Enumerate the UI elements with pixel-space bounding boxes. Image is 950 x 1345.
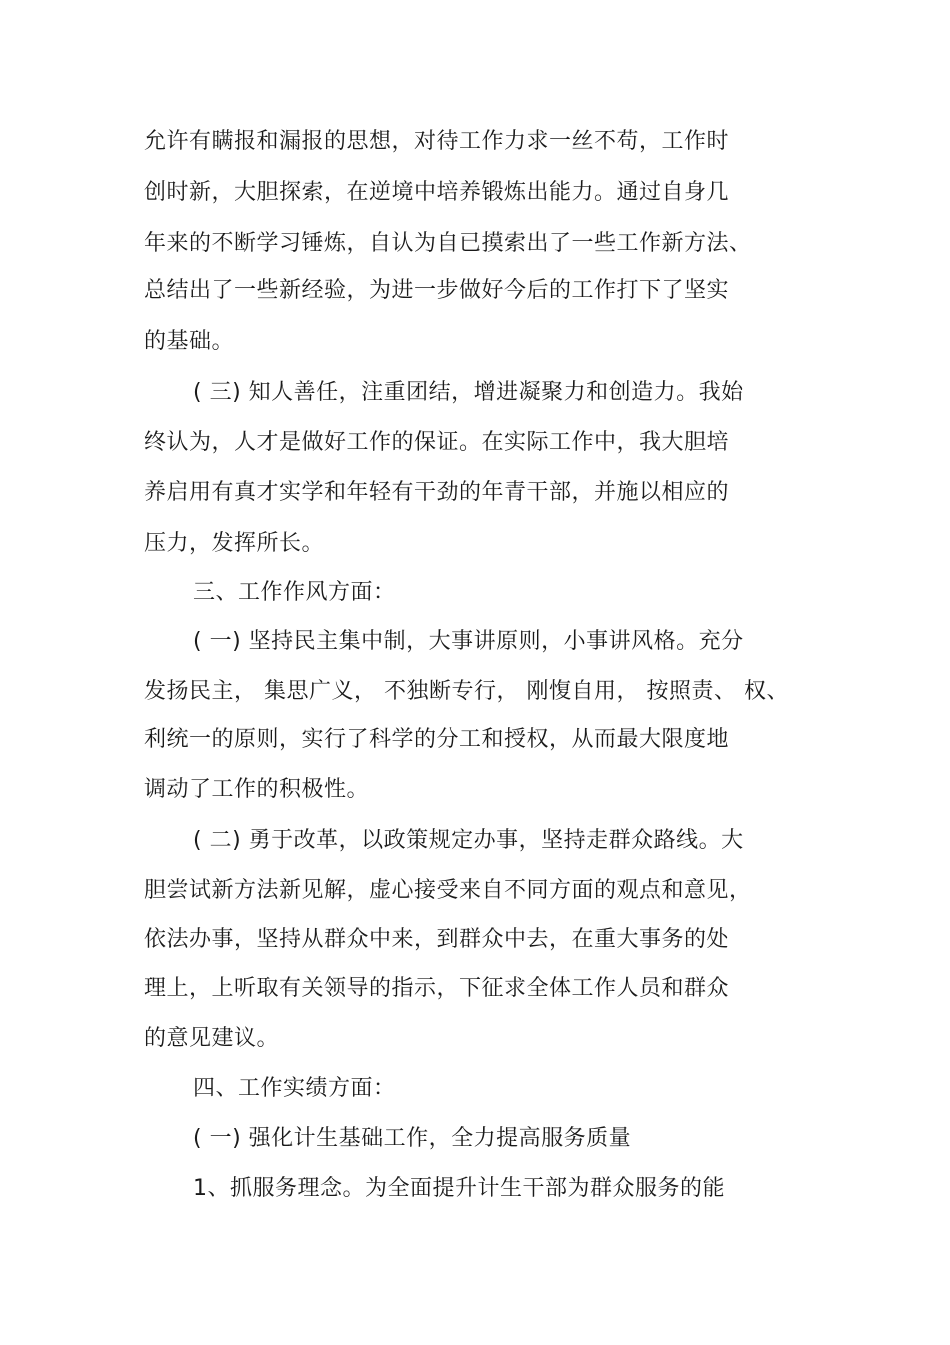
body-text-line: 养启用有真才实学和年轻有干劲的年青干部，并施以相应的 xyxy=(144,480,730,505)
section-heading: 四、工作实绩方面： xyxy=(193,1076,396,1101)
body-text-line: 创时新，大胆探索，在逆境中培养锻炼出能力。通过自身几 xyxy=(144,180,730,205)
body-text-line: 理上，上听取有关领导的指示，下征求全体工作人员和群众 xyxy=(144,976,730,1001)
body-text-line: 依法办事，坚持从群众中来，到群众中去，在重大事务的处 xyxy=(144,927,730,952)
body-text-line: 年来的不断学习锤炼，自认为自已摸索出了一些工作新方法、 xyxy=(144,231,752,256)
body-text-line: 利统一的原则，实行了科学的分工和授权，从而最大限度地 xyxy=(144,727,730,752)
body-text-line: 终认为，人才是做好工作的保证。在实际工作中，我大胆培 xyxy=(144,430,730,455)
body-text-line: 调动了工作的积极性。 xyxy=(144,777,370,802)
section-heading: 三、工作作风方面： xyxy=(193,580,396,605)
paragraph-start-line: ( 一) 坚持民主集中制，大事讲原则，小事讲风格。充分 xyxy=(193,629,744,654)
body-text-line: 允许有瞒报和漏报的思想，对待工作力求一丝不苟，工作时 xyxy=(144,129,730,154)
subsection-heading: ( 一) 强化计生基础工作，全力提高服务质量 xyxy=(193,1126,632,1151)
body-text-line: 的基础。 xyxy=(144,329,235,354)
body-text-line: 的意见建议。 xyxy=(144,1026,280,1051)
paragraph-start-line: ( 三) 知人善任，注重团结，增进凝聚力和创造力。我始 xyxy=(193,380,744,405)
body-text-line: 胆尝试新方法新见解，虚心接受来自不同方面的观点和意见， xyxy=(144,878,752,903)
body-text-line: 总结出了一些新经验，为进一步做好今后的工作打下了坚实 xyxy=(144,278,730,303)
body-text-line: 压力，发挥所长。 xyxy=(144,531,325,556)
paragraph-start-line: ( 二) 勇于改革，以政策规定办事，坚持走群众路线。大 xyxy=(193,828,744,853)
body-text-line: 发扬民主， 集思广义， 不独断专行， 刚愎自用， 按照责、 权、 xyxy=(144,679,789,704)
paragraph-start-line: 1、抓服务理念。为全面提升计生干部为群众服务的能 xyxy=(193,1176,725,1201)
